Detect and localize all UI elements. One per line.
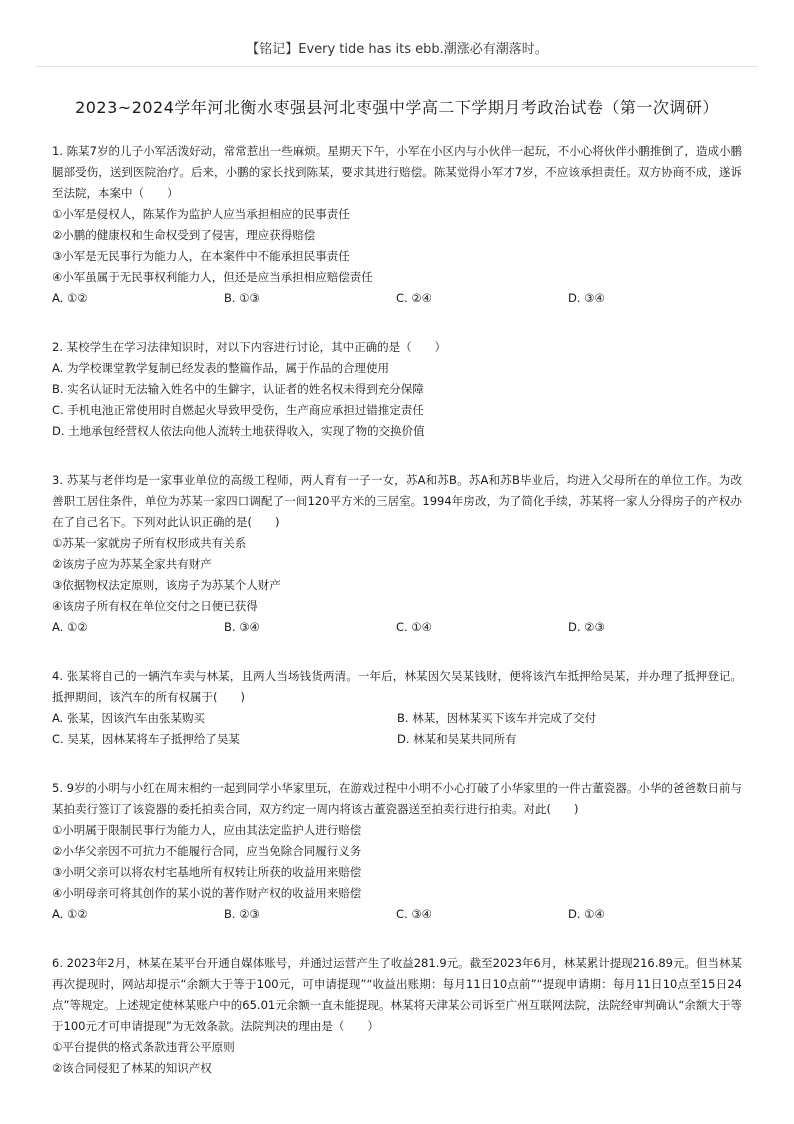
question-4	[52, 666, 742, 750]
option-d: D. ②③	[568, 620, 605, 634]
statement-item: ①平台提供的格式条款违背公平原则	[52, 1040, 235, 1054]
statement-item: ②小华父亲因不可抗力不能履行合同，应当免除合同履行义务	[52, 844, 362, 858]
statement-item: ②小鹏的健康权和生命权受到了侵害，理应获得赔偿	[52, 228, 316, 242]
statement-item: ①苏某一家就房子所有权形成共有关系	[52, 536, 247, 550]
option-d: D. ①④	[568, 907, 605, 921]
statement-item: ④该房子所有权在单位交付之日便已获得	[52, 599, 258, 613]
answer-options	[52, 708, 742, 750]
option-a: A. 张某，因该汽车由张某购买	[52, 711, 205, 725]
option-b: B. 林某，因林某买下该车并完成了交付	[397, 711, 597, 725]
exam-title: 2023~2024学年河北衡水枣强县河北枣强中学高二下学期月考政治试卷（第一次调研）	[75, 98, 719, 117]
statement-item: ③小明父亲可以将农村宅基地所有权转让所获的收益用来赔偿	[52, 865, 362, 879]
option-a: A. ①②	[52, 291, 88, 305]
statement-item: ④小军虽属于无民事权利能力人，但还是应当承担相应赔偿责任	[52, 270, 373, 284]
question-6	[52, 953, 742, 1079]
statement-item: ③依据物权法定原则，该房子为苏某个人财产	[52, 578, 281, 592]
option-c: C. ②④	[396, 291, 432, 305]
option-a: A. 为学校课堂教学复制已经发表的整篇作品，属于作品的合理使用	[52, 361, 389, 375]
answer-options	[52, 617, 742, 638]
option-b: B. ③④	[224, 620, 260, 634]
statement-item: ①小军是侵权人，陈某作为监护人应当承担相应的民事责任	[52, 207, 350, 221]
question-2	[52, 337, 742, 442]
question-stem: 4. 张某将自己的一辆汽车卖与林某，且两人当场钱货两清。一年后，林某因欠吴某钱财，便将该汽车抵押给吴某，并办理了抵押登记。抵押期间，该汽车的所有权属于( )	[52, 669, 742, 704]
question-stem: 6. 2023年2月，林某在某平台开通自媒体账号，并通过运营产生了收益281.9元。截至2023年6月，林某累计提现216.89元。但当林某再次提现时，网站却提示“余额大于等于100元，可申请提现”“收益出账期：每月11日10点前”“提现申请期：每月11日10点至15日24点”等规定。上述规定使林某账户中的65.01元余额一直未能提现。林某将天津某公司诉至广州互联网法院，法院经审判确认“余额大于等于100元才可申请提现”为无效条款。法院判决的理由是（ ）	[52, 956, 742, 1033]
statement-item: ②该合同侵犯了林某的知识产权	[52, 1061, 212, 1075]
answer-options	[52, 904, 742, 925]
statement-item: ③小军是无民事行为能力人，在本案件中不能承担民事责任	[52, 249, 350, 263]
question-stem: 1. 陈某7岁的儿子小军活泼好动，常常惹出一些麻烦。星期天下午，小军在小区内与小伙伴一起玩，不小心将伙伴小鹏推倒了，造成小鹏腿部受伤，送到医院治疗。后来，小鹏的家长找到陈某，要求其进行赔偿。陈某觉得小军才7岁，不应该承担责任。双方协商不成，遂诉至法院，本案中（ ）	[52, 144, 742, 200]
question-stem: 2. 某校学生在学习法律知识时，对以下内容进行讨论，其中正确的是（ ）	[52, 340, 447, 354]
option-d: D. 林某和吴某共同所有	[397, 732, 517, 746]
header-divider	[36, 66, 758, 67]
exam-content	[52, 141, 742, 1107]
option-b: B. 实名认证时无法输入姓名中的生僻字，认证者的姓名权未得到充分保障	[52, 382, 424, 396]
option-d: D. 土地承包经营权人依法向他人流转土地获得收入，实现了物的交换价值	[52, 424, 425, 438]
question-1	[52, 141, 742, 309]
question-3	[52, 470, 742, 638]
statement-item: ①小明属于限制民事行为能力人，应由其法定监护人进行赔偿	[52, 823, 362, 837]
option-c: C. ③④	[396, 907, 432, 921]
option-c: C. 手机电池正常使用时自燃起火导致甲受伤，生产商应承担过错推定责任	[52, 403, 424, 417]
option-c: C. ①④	[396, 620, 432, 634]
option-a: A. ①②	[52, 907, 88, 921]
header-motto: 【铭记】Every tide has its ebb.潮涨必有潮落时。	[246, 42, 548, 57]
option-a: A. ①②	[52, 620, 88, 634]
answer-options	[52, 288, 742, 309]
option-b: B. ②③	[224, 907, 260, 921]
option-d: D. ③④	[568, 291, 605, 305]
option-b: B. ①③	[224, 291, 260, 305]
statement-item: ②该房子应为苏某全家共有财产	[52, 557, 212, 571]
question-stem: 5. 9岁的小明与小红在周末相约一起到同学小华家里玩，在游戏过程中小明不小心打破了小华家里的一件古董瓷器。小华的爸爸数日前与某拍卖行签订了该瓷器的委托拍卖合同，双方约定一周内将该古董瓷器送至拍卖行进行拍卖。对此( )	[52, 781, 742, 816]
question-5	[52, 778, 742, 925]
option-c: C. 吴某，因林某将车子抵押给了吴某	[52, 732, 240, 746]
question-stem: 3. 苏某与老伴均是一家事业单位的高级工程师，两人育有一子一女，苏A和苏B。苏A和苏B毕业后，均进入父母所在的单位工作。为改善职工居住条件，单位为苏某一家四口调配了一间120平方米的三居室。1994年房改，为了简化手续，苏某将一家人分得房子的产权办在了自己名下。下列对此认识正确的是( )	[52, 473, 742, 529]
statement-item: ④小明母亲可将其创作的某小说的著作财产权的收益用来赔偿	[52, 886, 362, 900]
